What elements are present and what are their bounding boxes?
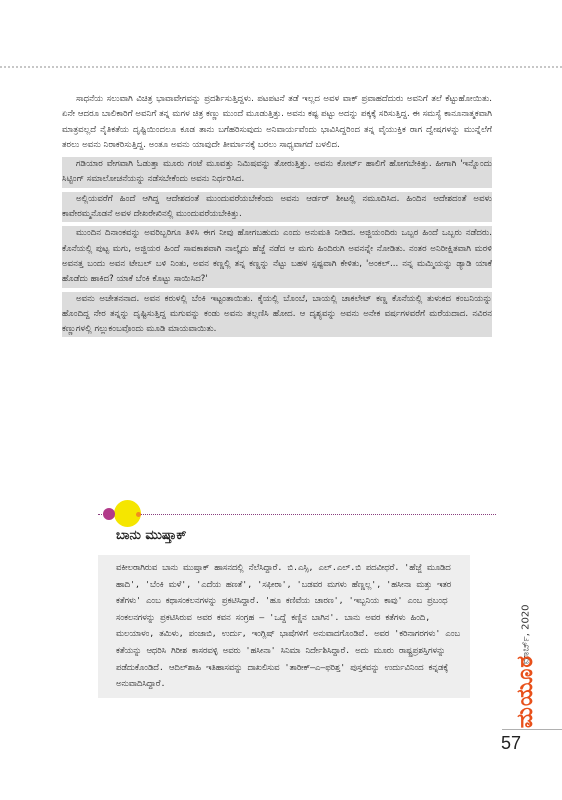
orange-dot-ornament xyxy=(136,512,141,517)
issue-date-text: ಮಾರ್ಚ್, 2020 xyxy=(520,603,532,665)
author-bio-text: ವಕೀಲರಾಗಿರುವ ಬಾನು ಮುಷ್ತಾಕ್ ಹಾಸನದಲ್ಲಿ ನೆಲೆಸಿದ್ದಾರೆ. ಬಿ.ಎಸ್ಸಿ, ಎಲ್.ಎಲ್.ಬಿ ಪದವೀಧರೆ. 'ಹೆಜ್ಜೆ ಮೂಡಿದ ಹಾದಿ', 'ಬೆಂಕಿ ಮಳೆ', 'ಎದೆಯ ಹಣತೆ', 'ಸಫೀರಾ', 'ಬಡವರ ಮಗಳು ಹೆಣ್ಣಲ್ಲ', 'ಹಸೀನಾ ಮತ್ತು ಇತರ ಕತೆಗಳು' ಎಂಬ ಕಥಾಸಂಕಲನಗಳನ್ನು ಪ್ರಕಟಿಸಿದ್ದಾರೆ. 'ಹೂ ಕಣಿವೆಯ ಚಾರಣ', 'ಇಬ್ಬನಿಯ ಕಾವು' ಎಂಬ ಪ್ರಬಂಧ ಸಂಕಲನಗಳನ್ನು ಪ್ರಕಟಿಸಿರುವ ಅವರ ಕವನ ಸಂಗ್ರಹ – 'ಒದ್ದೆ ಕಣ್ಣಿನ ಬಾಗಿನ'. ಬಾನು ಅವರ ಕತೆಗಳು ಹಿಂದಿ, ಮಲಯಾಳಂ, ತಮಿಳು, ಪಂಜಾಬಿ, ಉರ್ದು, ಇಂಗ್ಲಿಷ್ ಭಾಷೆಗಳಿಗೆ ಅನುವಾದಗೊಂಡಿವೆ. ಅವರ 'ಕರಿನಾಗರಗಳು' ಎಂಬ ಕತೆಯನ್ನು ಆಧರಿಸಿ ಗಿರೀಶ ಕಾಸರವಳ್ಳಿ ಅವರು 'ಹಸೀನಾ' ಸಿನಿಮಾ ನಿರ್ದೇಶಿಸಿದ್ದಾರೆ. ಅದು ಮೂರು ರಾಷ್ಟ್ರಪ್ರಶಸ್ತಿಗಳನ್ನು ಪಡೆದುಕೊಂಡಿದೆ. ಆದಿಲ್‌ಶಾಹಿ ಇತಿಹಾಸವನ್ನು ದಾಖಲಿಸುವ 'ತಾರೀಕ್–ಎ–ಫರಿಶ್ತ' ಪುಸ್ತಕವನ್ನು ಉರ್ದುವಿನಿಂದ ಕನ್ನಡಕ್ಕೆ ಅನುವಾದಿಸಿದ್ದಾರೆ. xyxy=(116,562,461,689)
magazine-logo xyxy=(513,656,539,726)
page-number-rule xyxy=(502,729,562,730)
article-paragraph: ಗಡಿಯಾರ ವೇಗವಾಗಿ ಓಡುತ್ತಾ ಮೂರು ಗಂಟೆ ಮೂವತ್ತು ನಿಮಿಷವನ್ನು ತೋರುತ್ತಿತ್ತು. ಅವನು ಕೋರ್ಟ್ ಹಾಲಿಗೆ ಹೋಗಬೇಕಿತ್ತು. ಹೀಗಾಗಿ 'ಇನ್ನೊಂದು ಸಿಟ್ಟಿಂಗ್ ಸಮಾಲೋಚನೆಯನ್ನು ನಡೆಸಬೇಕೆಂದು ಅವನು ನಿರ್ಧರಿಸಿದ. xyxy=(62,157,492,188)
top-dotted-rule xyxy=(0,66,562,68)
purple-circle-ornament xyxy=(103,508,115,520)
article-paragraph: ಅವನು ಅಚೇತನನಾದ. ಅವನ ಕರುಳಲ್ಲಿ ಬೆಂಕಿ ಇಟ್ಟಂತಾಯಿತು. ಕೈಯಲ್ಲಿ ಬೊಂಬೆ, ಬಾಯಲ್ಲಿ ಚಾಕಲೇಟ್ ಕಣ್ಣ ಕೊನೆಯಲ್ಲಿ ತುಳುಕದ ಕಂಬನಿಯನ್ನು ಹೊಂದಿದ್ದ ನೇರ ತನ್ನನ್ನು ದೃಷ್ಟಿಸುತ್ತಿದ್ದ ಮಗುವನ್ನು ಕಂಡು ಅವನು ತಲ್ಲಣಿಸಿ ಹೋದ. ಆ ದೃಶ್ಯವನ್ನು ಅವನು ಅನೇಕ ವರ್ಷಗಳವರೆಗೆ ಮರೆಯದಾದ. ನವಿರನ ಕಣ್ಣುಗಳಲ್ಲಿ ಗಲ್ಲುಕಂಬವೊಂದು ಮೂಡಿ ಮಾಯವಾಯಿತು. xyxy=(62,292,492,338)
article-paragraph: ಅಲ್ಲಿಯವರೆಗೆ ಹಿಂದೆ ಆಗಿದ್ದ ಆದೇಶದಂತೆ ಮುಂದುವರೆಯಬೇಕೆಂದು ಅವನು ಆರ್ಡರ್ ಶೀಟಲ್ಲಿ ನಮೂದಿಸಿದ. ಹಿಂದಿನ ಆದೇಶದಂತೆ ಅವಳು ಕಾವೇರಮ್ಮನೊಡನೆ ಅವಳ ದೇಖರೇಖಿನಲ್ಲಿ ಮುಂದುವರೆಯಬೇಕಿತ್ತು. xyxy=(62,192,492,223)
author-bio-section xyxy=(98,522,470,698)
magazine-logo-text: ಮಯೂರ xyxy=(513,654,539,728)
article-paragraph: ಮುಂದಿನ ದಿನಾಂಕವನ್ನು ಅವರಿಬ್ಬರಿಗೂ ತಿಳಿಸಿ ಈಗ ನೀವು ಹೋಗಬಹುದು ಎಂದು ಅನುಮತಿ ನೀಡಿದ. ಅಜ್ಜಿಯಂದಿರು ಒಬ್ಬರ ಹಿಂದೆ ಒಬ್ಬರು ನಡೆದರು. ಕೊನೆಯಲ್ಲಿ ಪುಟ್ಟ ಮಗು, ಅಜ್ಜಿಯರ ಹಿಂದೆ ಸಾವಕಾಶವಾಗಿ ನಾಲ್ಕೈದು ಹೆಜ್ಜೆ ನಡೆದ ಆ ಮಗು ಹಿಂದಿರುಗಿ ಅವನನ್ನೇ ನೋಡಿತು. ನಂತರ ಅನಿರೀಕ್ಷಿತವಾಗಿ ಮರಳಿ ಅವನತ್ತ ಬಂದು ಅವನ ಟೇಬಲ್ ಬಳಿ ನಿಂತು, ಅವನ ಕಣ್ಣಲ್ಲಿ ತನ್ನ ಕಣ್ಣನ್ನು ನೆಟ್ಟು ಬಹಳ ಸ್ಪಷ್ಟವಾಗಿ ಕೇಳಿತು, 'ಅಂಕಲ್... ನನ್ನ ಮಮ್ಮಿಯನ್ನು ಡ್ಯಾಡಿ ಯಾಕೆ ಹೊಡೆದು ಹಾಕಿದ? ಯಾಕೆ ಬೆಂಕಿ ಕೊಟ್ಟು ಸಾಯಿಸಿದ?' xyxy=(62,226,492,287)
author-bio-box xyxy=(98,555,470,698)
section-divider xyxy=(98,514,496,515)
article-paragraph: ಸಾಧನೆಯ ಸಲುವಾಗಿ ವಿಚಿತ್ರ ಭಾವಾವೇಗವನ್ನು ಪ್ರದರ್ಶಿಸುತ್ತಿದ್ದಳು. ಪಟಪಟನೆ ತಡೆ ಇಲ್ಲದ ಅವಳ ವಾಕ್ ಪ್ರವಾಹದೆದುರು ಅವನಿಗೆ ತಲೆ ಕೆಟ್ಟುಹೋಯಿತು. ಏನೇ ಆದರೂ ಬಾಲಿಕಾರಿಗೆ ಅವನಿಗೆ ತನ್ನ ಮಗಳ ಚಿತ್ರ ಕಣ್ಣು ಮುಂದೆ ಮೂಡುತ್ತಿತ್ತು. ಅವನು ಕಷ್ಟ ಪಟ್ಟು ಅದನ್ನು ಪಕ್ಕಕ್ಕೆ ಸರಿಸುತ್ತಿದ್ದ. ಈ ಸಮಸ್ಯೆ ಕಾನೂನಾತ್ಮಕವಾಗಿ ಮಾತ್ರವಲ್ಲದೆ ನೈತಿಕತೆಯ ದೃಷ್ಟಿಯಿಂದಲೂ ಕೂಡ ತಾನು ಬಗೆಹರಿಸುವುದು ಅನಿವಾರ್ಯವೆಂದು ಭಾವಿಸಿದ್ದರಿಂದ ತನ್ನ ವೈಯುಕ್ತಿಕ ರಾಗ ದ್ವೇಷಗಳನ್ನು ಮುನ್ನೆಲೆಗೆ ತರಲು ಅವನು ನಿರಾಕರಿಸುತ್ತಿದ್ದ. ಅಂತೂ ಅವನು ಯಾವುದೇ ತೀರ್ಮಾನಕ್ಕೆ ಬರಲು ಸಾಧ್ಯವಾಗದೆ ಬಳಲಿದ. xyxy=(62,94,492,150)
article-body xyxy=(62,92,492,341)
author-name: ಬಾನು ಮುಷ್ತಾಕ್ xyxy=(116,528,187,543)
page-number: 57 xyxy=(501,733,522,753)
